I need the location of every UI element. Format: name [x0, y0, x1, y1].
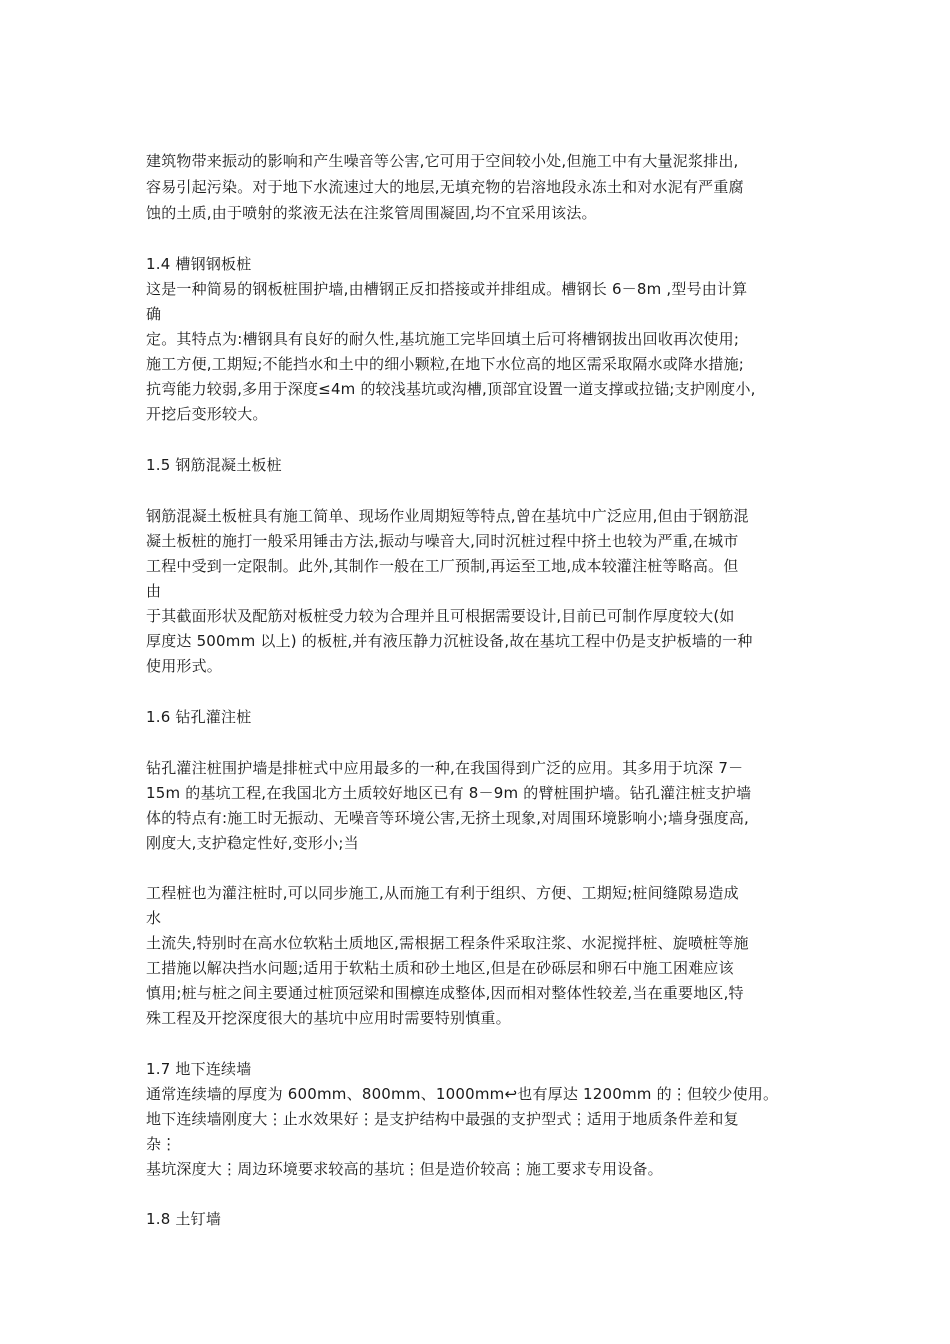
paragraph-line: 建筑物带来振动的影响和产生噪音等公害,它可用于空间较小处,但施工中有大量泥浆排出,: [146, 152, 739, 170]
section-heading-1-8: 1.8 土钉墙: [146, 1210, 222, 1228]
paragraph-line: 工程中受到一定限制。此外,其制作一般在工厂预制,再运至工地,成本较灌注桩等略高。但: [146, 557, 739, 575]
paragraph-line: 通常连续墙的厚度为 600mm、800mm、1000mm↩也有厚达 1200mm 的⋮但较少使用。: [146, 1085, 779, 1103]
section-heading-1-7: 1.7 地下连续墙: [146, 1060, 252, 1078]
paragraph-line: 于其截面形状及配筋对板桩受力较为合理并且可根据需要设计,目前已可制作厚度较大(如: [146, 607, 735, 625]
section-heading-1-5: 1.5 钢筋混凝土板桩: [146, 456, 282, 474]
paragraph-line: 刚度大,支护稳定性好,变形小;当: [146, 834, 359, 852]
section-heading-1-6: 1.6 钻孔灌注桩: [146, 708, 252, 726]
paragraph-line: 由: [146, 582, 162, 600]
paragraph-line: 厚度达 500mm 以上) 的板桩,并有液压静力沉桩设备,故在基坑工程中仍是支护板墙的一种: [146, 632, 753, 650]
paragraph-line: 杂⋮: [146, 1135, 177, 1153]
paragraph-line: 工程桩也为灌注桩时,可以同步施工,从而施工有利于组织、方便、工期短;桩间缝隙易造成: [146, 884, 739, 902]
paragraph-line: 水: [146, 909, 162, 927]
paragraph-line: 地下连续墙刚度大⋮止水效果好⋮是支护结构中最强的支护型式⋮适用于地质条件差和复: [146, 1110, 739, 1128]
paragraph-line: 钻孔灌注桩围护墙是排桩式中应用最多的一种,在我国得到广泛的应用。其多用于坑深 7－: [146, 759, 744, 777]
paragraph-line: 殊工程及开挖深度很大的基坑中应用时需要特别慎重。: [146, 1009, 511, 1027]
paragraph-line: 开挖后变形较大。: [146, 405, 268, 423]
paragraph-line: 定。其特点为:槽钢具有良好的耐久性,基坑施工完毕回填土后可将槽钢拔出回收再次使用;: [146, 330, 740, 348]
paragraph-line: 钢筋混凝土板桩具有施工简单、现场作业周期短等特点,曾在基坑中广泛应用,但由于钢筋混: [146, 507, 749, 525]
paragraph-line: 基坑深度大⋮周边环境要求较高的基坑⋮但是造价较高⋮施工要求专用设备。: [146, 1160, 663, 1178]
paragraph-line: 蚀的土质,由于喷射的浆液无法在注浆管周围凝固,均不宜采用该法。: [146, 204, 597, 222]
paragraph-line: 使用形式。: [146, 657, 223, 675]
paragraph-line: 体的特点有:施工时无振动、无噪音等环境公害,无挤土现象,对周围环境影响小;墙身强度高,: [146, 809, 750, 827]
paragraph-line: 施工方便,工期短;不能挡水和土中的细小颗粒,在地下水位高的地区需采取隔水或降水措施;: [146, 355, 745, 373]
paragraph-line: 慎用;桩与桩之间主要通过桩顶冠梁和围檩连成整体,因而相对整体性较差,当在重要地区,特: [146, 984, 744, 1002]
paragraph-line: 这是一种简易的钢板桩围护墙,由槽钢正反扣搭接或并排组成。槽钢长 6－8m ,型号由计算: [146, 280, 748, 298]
paragraph-line: 土流失,特别时在高水位软粘土质地区,需根据工程条件采取注浆、水泥搅拌桩、旋喷桩等施: [146, 934, 749, 952]
paragraph-line: 抗弯能力较弱,多用于深度≤4m 的较浅基坑或沟槽,顶部宜设置一道支撑或拉锚;支护刚度小,: [146, 380, 756, 398]
paragraph-line: 凝土板桩的施打一般采用锤击方法,振动与噪音大,同时沉桩过程中挤土也较为严重,在城市: [146, 532, 739, 550]
paragraph-line: 15m 的基坑工程,在我国北方土质较好地区已有 8－9m 的臂桩围护墙。钻孔灌注桩支护墙: [146, 784, 752, 802]
paragraph-line: 工措施以解决挡水问题;适用于软粘土质和砂土地区,但是在砂砾层和卵石中施工困难应该: [146, 959, 734, 977]
paragraph-line: 容易引起污染。对于地下水流速过大的地层,无填充物的岩溶地段永冻土和对水泥有严重腐: [146, 178, 744, 196]
section-heading-1-4: 1.4 槽钢钢板桩: [146, 255, 252, 273]
paragraph-line: 确: [146, 305, 162, 323]
